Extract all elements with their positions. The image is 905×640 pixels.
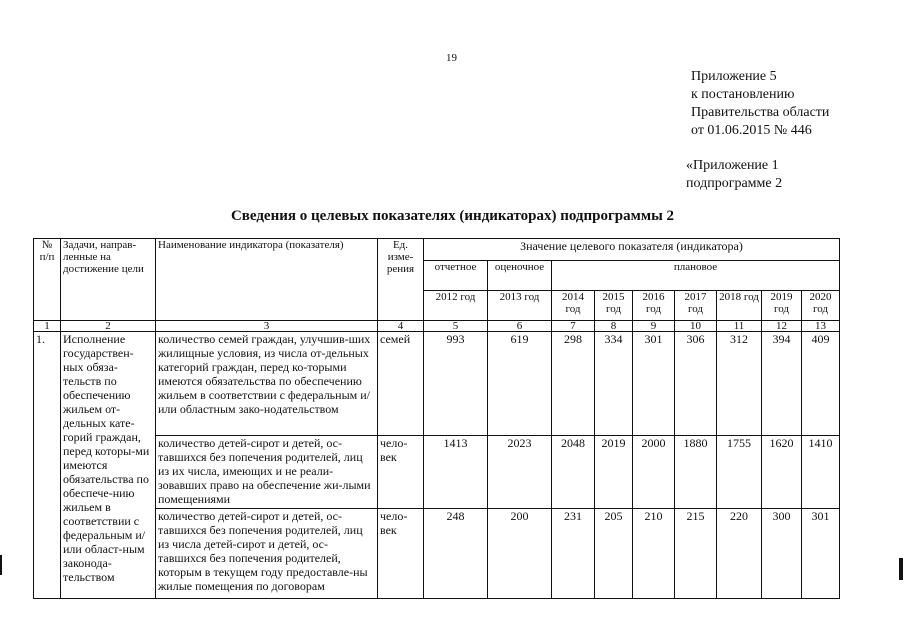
column-number: 8	[595, 321, 633, 332]
value-cell: 1410	[802, 436, 840, 509]
appendix-line-2: к постановлению	[691, 87, 795, 102]
column-number: 9	[633, 321, 675, 332]
value-cell: 1755	[717, 436, 762, 509]
value-cell: 210	[633, 509, 675, 599]
header-year-2014: 2014 год	[552, 291, 595, 321]
value-cell: 1413	[424, 436, 488, 509]
column-number: 4	[378, 321, 424, 332]
header-year-2015: 2015 год	[595, 291, 633, 321]
column-number: 3	[156, 321, 378, 332]
unit-cell: чело-век	[378, 509, 424, 599]
header-year-2020: 2020 год	[802, 291, 840, 321]
indicator-name: количество детей-сирот и детей, ос-тавшихся без попечения родителей, лиц из их числа, имеющих и не реали-зовавших право на обеспечение жи-лыми помещениями	[156, 436, 378, 509]
column-number: 5	[424, 321, 488, 332]
column-number: 11	[717, 321, 762, 332]
column-number: 13	[802, 321, 840, 332]
value-cell: 248	[424, 509, 488, 599]
column-number: 6	[488, 321, 552, 332]
task-number: 1.	[34, 332, 61, 599]
value-cell: 2023	[488, 436, 552, 509]
column-number: 1	[34, 321, 61, 332]
appendix-line-1: Приложение 5	[691, 69, 777, 84]
value-cell: 2048	[552, 436, 595, 509]
page-number: 19	[446, 52, 457, 64]
value-cell: 205	[595, 509, 633, 599]
value-cell: 394	[762, 332, 802, 436]
column-number: 7	[552, 321, 595, 332]
header-year-2018: 2018 год	[717, 291, 762, 321]
value-cell: 301	[633, 332, 675, 436]
scan-edge-mark	[899, 558, 903, 580]
indicators-table	[33, 238, 840, 599]
header-value: Значение целевого показателя (индикатора)	[424, 239, 840, 261]
indicator-name: количество семей граждан, улучшив-ших жилищные условия, из числа от-дельных категорий граждан, перед ко-торыми имеются обязательства по обеспечению жильем в соответствии с федеральным и/или областным зако-нодательством	[156, 332, 378, 436]
header-tasks: Задачи, направ-ленные на достижение цели	[61, 239, 156, 321]
header-estimated: оценочное	[488, 261, 552, 291]
appendix2-line-1: «Приложение 1	[686, 158, 779, 173]
column-number: 2	[61, 321, 156, 332]
header-num: № п/п	[34, 239, 61, 321]
value-cell: 409	[802, 332, 840, 436]
value-cell: 220	[717, 509, 762, 599]
value-cell: 200	[488, 509, 552, 599]
header-year-2017: 2017 год	[675, 291, 717, 321]
header-planned: плановое	[552, 261, 840, 291]
appendix-line-4: от 01.06.2015 № 446	[691, 123, 812, 138]
indicator-name: количество детей-сирот и детей, ос-тавшихся без попечения родителей, лиц из числа детей-сирот и детей, ос-тавшихся без попечения родителей, которым в текущем году предоставле-ны жилые помещения по договорам	[156, 509, 378, 599]
column-number-row	[34, 321, 840, 332]
document-title: Сведения о целевых показателях (индикаторах) подпрограммы 2	[230, 208, 675, 224]
appendix-block	[691, 68, 829, 140]
header-unit: Ед. изме-рения	[378, 239, 424, 321]
value-cell: 231	[552, 509, 595, 599]
appendix-subprogram-block	[686, 157, 782, 193]
value-cell: 298	[552, 332, 595, 436]
value-cell: 301	[802, 509, 840, 599]
header-indicator: Наименование индикатора (показателя)	[156, 239, 378, 321]
scan-edge-mark	[0, 555, 2, 575]
value-cell: 2019	[595, 436, 633, 509]
value-cell: 312	[717, 332, 762, 436]
value-cell: 619	[488, 332, 552, 436]
column-number: 10	[675, 321, 717, 332]
column-number: 12	[762, 321, 802, 332]
header-reported: отчетное	[424, 261, 488, 291]
unit-cell: чело-век	[378, 436, 424, 509]
task-description: Исполнение государствен-ных обяза-тельств по обеспечению жильем от-дельных кате-горий граждан, перед которы-ми имеются обязательства по обеспече-нию жильем в соответствии с федеральным и/или област-ным законода-тельством	[61, 332, 156, 599]
header-year-2012: 2012 год	[424, 291, 488, 321]
value-cell: 2000	[633, 436, 675, 509]
unit-cell: семей	[378, 332, 424, 436]
appendix-line-3: Правительства области	[691, 105, 830, 120]
header-year-2013: 2013 год	[488, 291, 552, 321]
header-year-2019: 2019 год	[762, 291, 802, 321]
value-cell: 993	[424, 332, 488, 436]
value-cell: 334	[595, 332, 633, 436]
header-year-2016: 2016 год	[633, 291, 675, 321]
value-cell: 1880	[675, 436, 717, 509]
table-row	[34, 332, 840, 436]
appendix2-line-2: подпрограмме 2	[686, 176, 783, 191]
value-cell: 306	[675, 332, 717, 436]
value-cell: 1620	[762, 436, 802, 509]
value-cell: 215	[675, 509, 717, 599]
value-cell: 300	[762, 509, 802, 599]
